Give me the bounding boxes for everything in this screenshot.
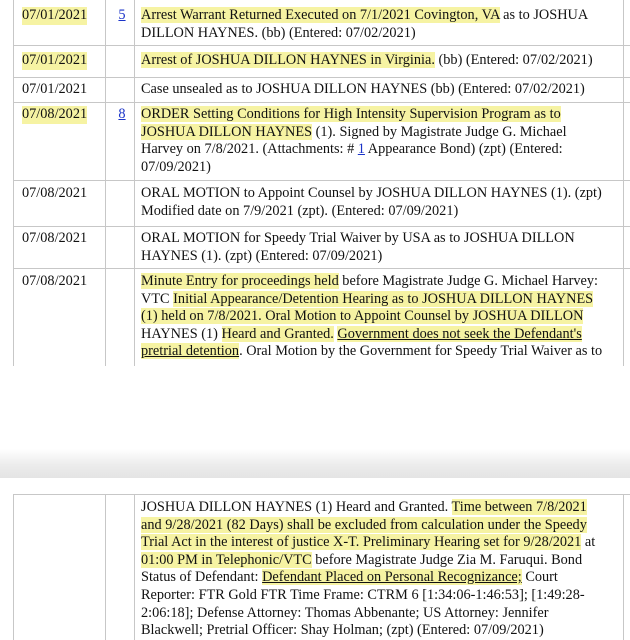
entry-text-part: Court Reporter: FTR Gold FTR Time Frame: CTRM 6 [1:34:06-1:46:53]; [1:49:28-2:06:18]; Defense Attorney: Thomas Abbenante; US Attorney: Jennifer Blackwell; Pretrial Officer: Shay Holman; (zpt) (Entered: 07/09/2021) (141, 569, 585, 639)
row-divider (13, 226, 630, 227)
entry-date: 07/01/2021 (22, 7, 88, 23)
entry-text-part: Arrest of JOSHUA DILLON HAYNES in Virginia. (141, 52, 435, 68)
entry-date: 07/08/2021 (22, 230, 88, 246)
column-divider-number (134, 0, 135, 366)
entry-text (141, 106, 603, 176)
entry-text-part: at (581, 534, 596, 551)
entry-text-part: before Magistrate Judge G. Michael Harvey: VTC (141, 273, 598, 307)
entry-text-part: Defendant Placed on Personal Recognizance; (262, 569, 522, 586)
entry-text-part: ORAL MOTION to Appoint Counsel by JOSHUA DILLON HAYNES (1). (zpt) Modified date on 7/9/2021 (zpt). (Entered: 07/09/2021) (141, 185, 602, 219)
page-gap-shadow (0, 449, 630, 478)
entry-text-part: ORDER Setting Conditions for High Intensity Supervision Program as to JOSHUA DILLON HAYNES (141, 106, 561, 140)
entry-text-part: JOSHUA DILLON HAYNES (1) Heard and Granted. (141, 499, 452, 515)
entry-text-part: (bb) (Entered: 07/02/2021) (434, 52, 593, 68)
entry-text (141, 7, 603, 42)
document-number-link[interactable]: 5 (118, 7, 126, 23)
entry-text (141, 185, 603, 220)
entry-text-part: Case unsealed as to JOSHUA DILLON HAYNES (bb) (Entered: 07/02/2021) (141, 81, 585, 97)
table-border-left (13, 0, 14, 366)
table-border-top (13, 494, 630, 495)
entry-text-part: (1). Signed by Magistrate Judge G. Michael Harvey on 7/8/2021. (Attachments: # (141, 123, 567, 158)
entry-text-part: Arrest Warrant Returned Executed on 7/1/2021 Covington, VA (141, 7, 500, 23)
entry-text-part: 01:00 PM in Telephonic/VTC (141, 551, 312, 568)
entry-text (141, 230, 603, 265)
document-number-link[interactable]: 8 (118, 106, 126, 122)
row-divider (13, 180, 630, 181)
docket-page-bottom (0, 478, 630, 640)
entry-date: 07/08/2021 (22, 185, 88, 201)
entry-text-part: . Oral Motion by the Government for Speedy Trial Waiver as to (239, 343, 603, 360)
entry-text-part: HAYNES (1) (141, 325, 222, 342)
table-border-right (623, 494, 624, 640)
row-divider (13, 102, 630, 103)
row-divider (13, 45, 630, 46)
entry-text (141, 52, 603, 70)
column-divider-number (134, 494, 135, 640)
row-divider (13, 77, 630, 78)
entry-text-part: Government does not seek the Defendant's pretrial detention (141, 325, 582, 360)
entry-text-part: ORAL MOTION for Speedy Trial Waiver by USA as to JOSHUA DILLON HAYNES (1). (zpt) (Entered: 07/09/2021) (141, 230, 575, 264)
entry-date: 07/01/2021 (22, 52, 88, 68)
entry-date: 07/08/2021 (22, 106, 88, 122)
table-border-left (13, 494, 14, 640)
entry-text (141, 499, 603, 640)
entry-text-part: Heard and Granted. (221, 325, 334, 342)
entry-date: 07/08/2021 (22, 273, 88, 289)
entry-text-part: as to JOSHUA DILLON HAYNES. (bb) (Entered: 07/02/2021) (141, 7, 588, 41)
column-divider-date (105, 494, 106, 640)
entry-text-part: Time between 7/8/2021 and 9/28/2021 (82 Days) shall be excluded from calculation under the Speedy Trial Act in the interest of justice X-T. Preliminary Hearing set for 9/28/2021 (141, 499, 587, 551)
attachment-link[interactable]: 1 (357, 141, 365, 158)
entry-text-part: Appearance Bond) (zpt) (Entered: 07/09/2021) (141, 141, 563, 175)
column-divider-date (105, 0, 106, 366)
entry-text-part: Initial Appearance/Detention Hearing as to JOSHUA DILLON HAYNES (1) held on 7/8/2021. Oral Motion to Appoint Counsel by JOSHUA DILLON (141, 290, 594, 325)
entry-text-part: Minute Entry for proceedings held (141, 273, 339, 289)
entry-text-part: before Magistrate Judge Zia M. Faruqui. Bond Status of Defendant: (141, 551, 583, 586)
table-border-right (623, 0, 624, 366)
row-divider (13, 268, 630, 269)
entry-text (141, 81, 603, 99)
entry-text (141, 273, 603, 361)
entry-date: 07/01/2021 (22, 81, 88, 97)
